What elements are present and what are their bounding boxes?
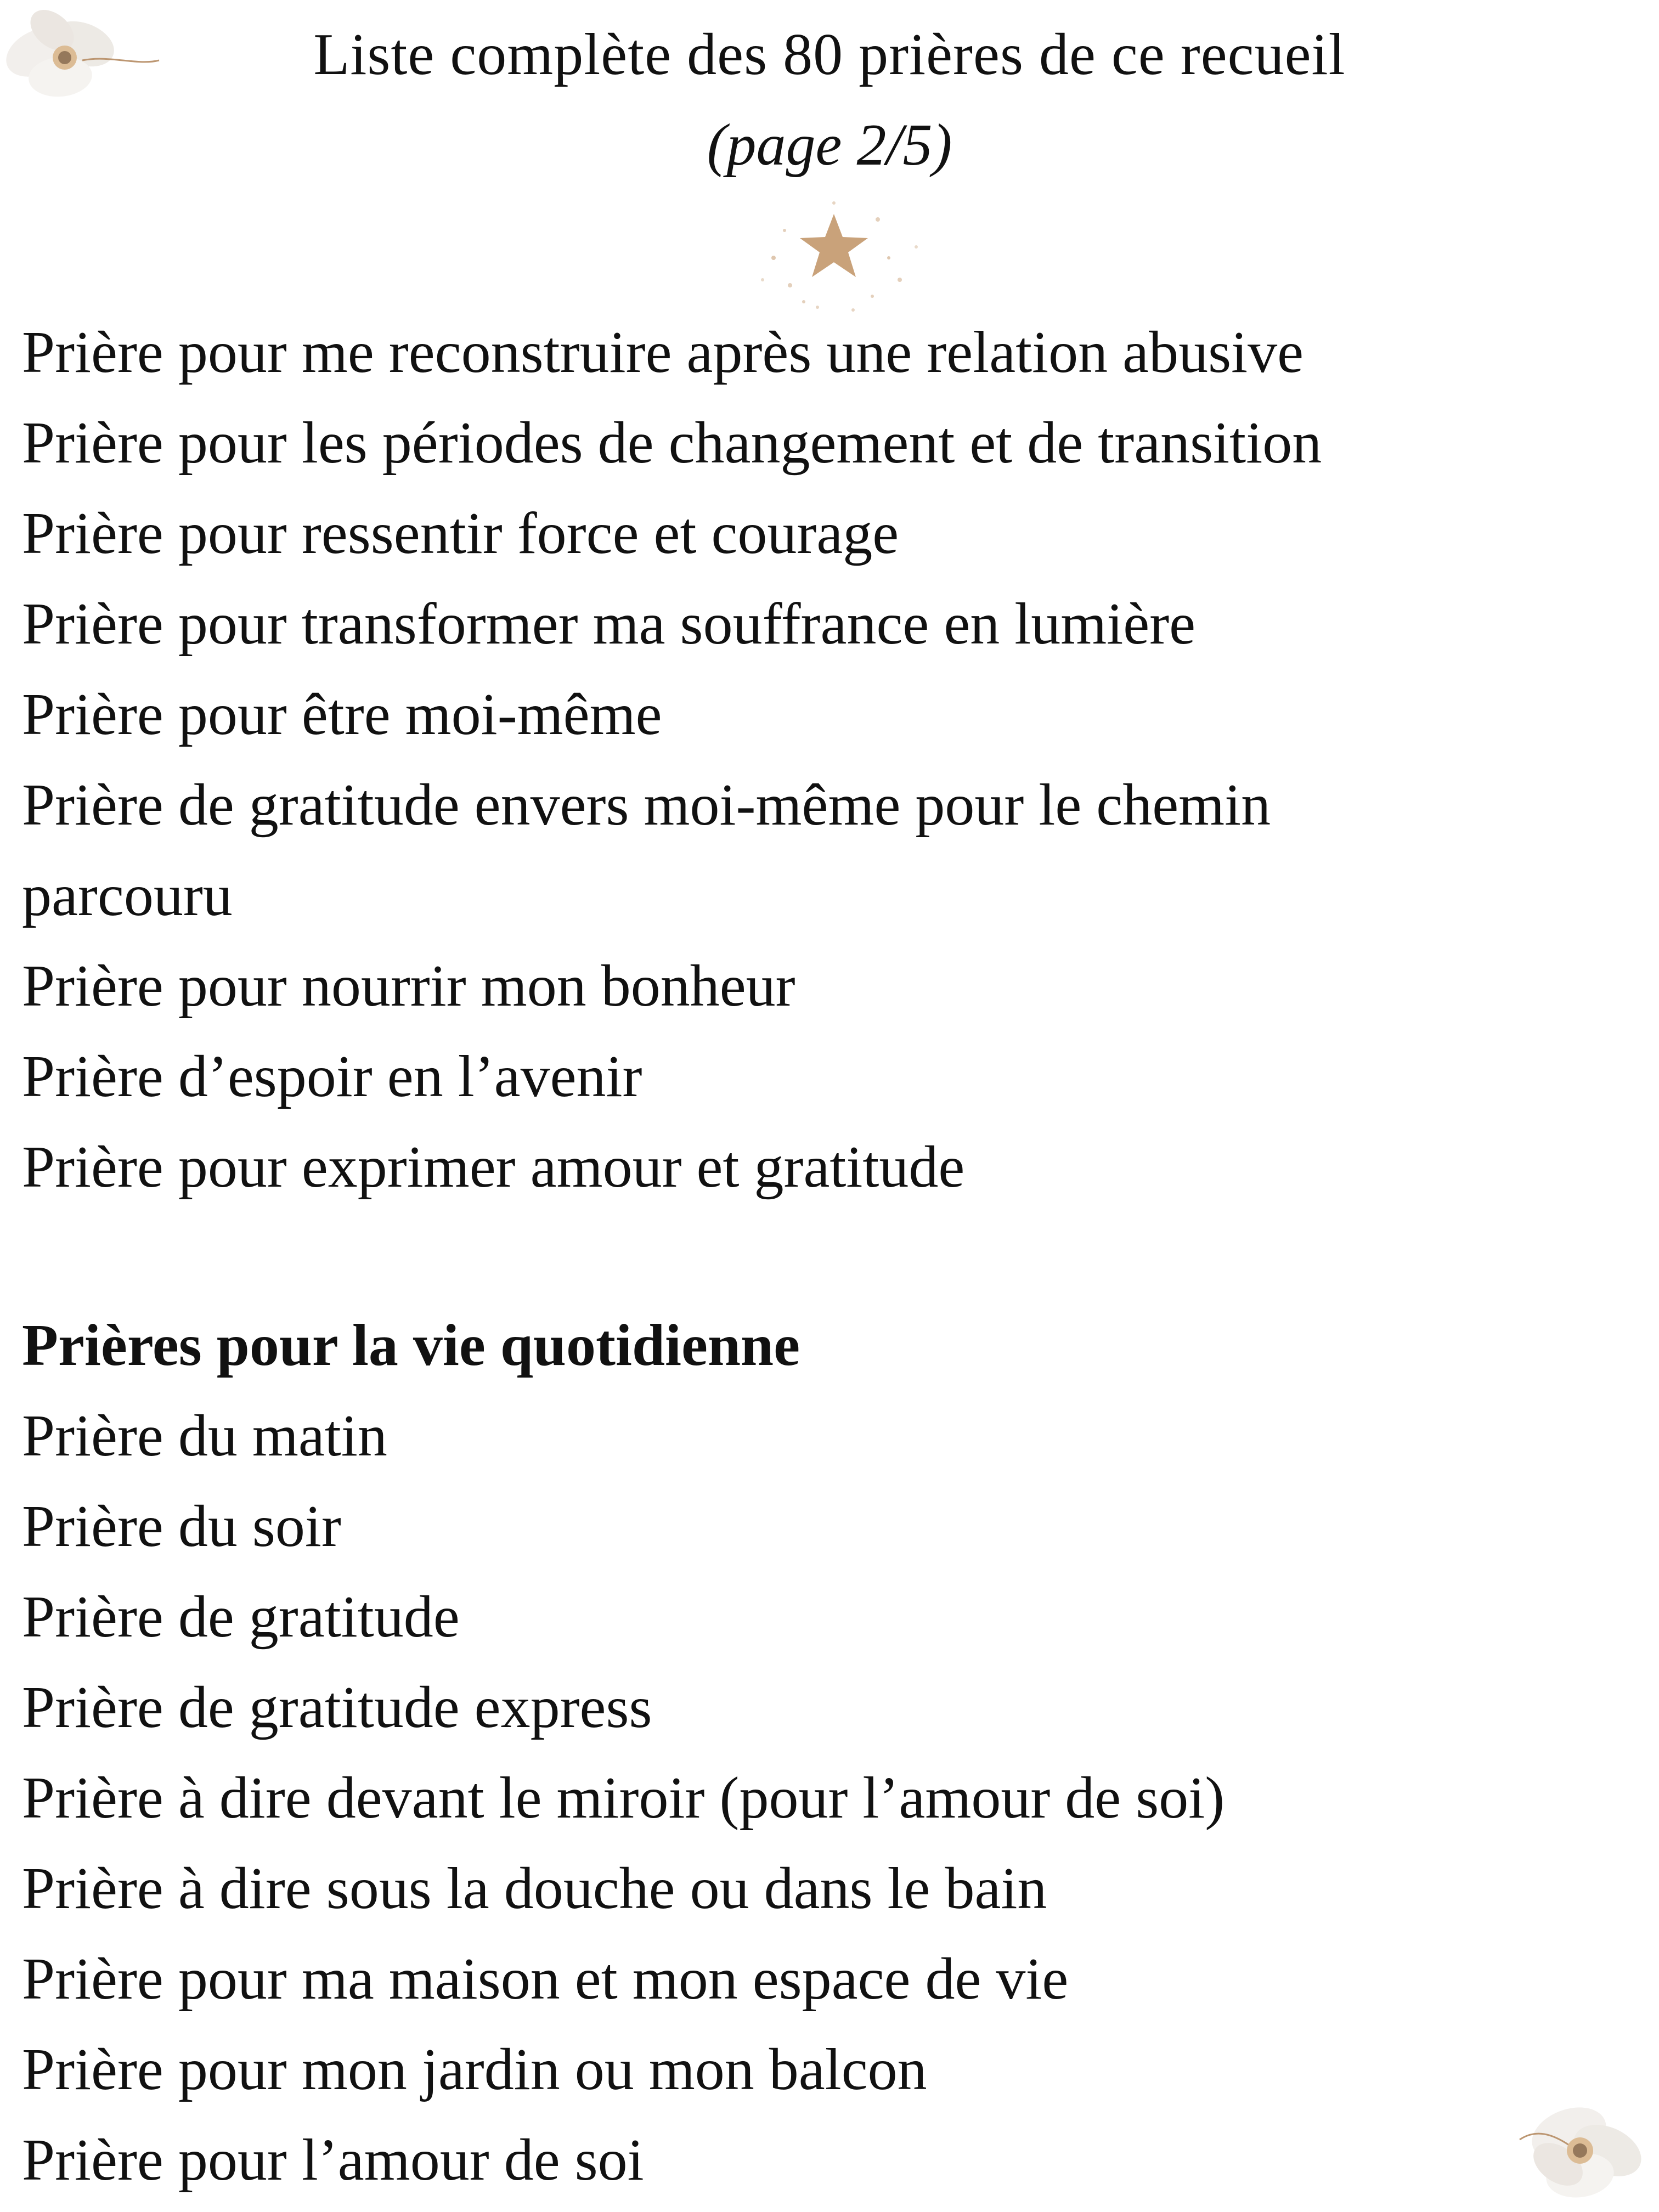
list-item: Prière de gratitude bbox=[22, 1584, 460, 1650]
daily-prayer-list bbox=[22, 1391, 1613, 2205]
list-item: Prière d’espoir en l’avenir bbox=[22, 1044, 642, 1109]
flower-icon bbox=[1498, 2074, 1659, 2212]
list-item: Prière du soir bbox=[22, 1494, 341, 1559]
prayer-list bbox=[22, 307, 1613, 1212]
star-icon bbox=[752, 198, 927, 318]
list-item: Prière pour ressentir force et courage bbox=[22, 501, 899, 566]
page-indicator: (page 2/5) bbox=[707, 112, 952, 178]
section-heading: Prières pour la vie quotidienne bbox=[22, 1313, 800, 1378]
list-item: Prière pour ma maison et mon espace de vie bbox=[22, 1946, 1069, 2012]
list-item: Prière pour exprimer amour et gratitude bbox=[22, 1135, 965, 1200]
list-item: Prière pour les périodes de changement et de transition bbox=[22, 410, 1322, 476]
list-item: Prière pour être moi-même bbox=[22, 682, 662, 747]
list-item: Prière pour mon jardin ou mon balcon bbox=[22, 2037, 927, 2102]
page-title: Liste complète des 80 prières de ce recueil bbox=[313, 22, 1346, 87]
list-item: Prière pour me reconstruire après une relation abusive bbox=[22, 320, 1304, 385]
list-item: Prière à dire sous la douche ou dans le bain bbox=[22, 1856, 1047, 1921]
list-item: Prière pour nourrir mon bonheur bbox=[22, 953, 795, 1019]
list-item: Prière de gratitude envers moi-même pour le chemin parcouru bbox=[22, 772, 1271, 928]
list-item: Prière de gratitude express bbox=[22, 1675, 652, 1740]
list-item: Prière pour l’amour de soi bbox=[22, 2128, 644, 2193]
list-item: Prière pour transformer ma souffrance en lumière bbox=[22, 591, 1196, 657]
list-item: Prière du matin bbox=[22, 1403, 387, 1469]
section-daily-life bbox=[22, 1300, 1613, 2205]
list-item: Prière à dire devant le miroir (pour l’amour de soi) bbox=[22, 1765, 1225, 1831]
